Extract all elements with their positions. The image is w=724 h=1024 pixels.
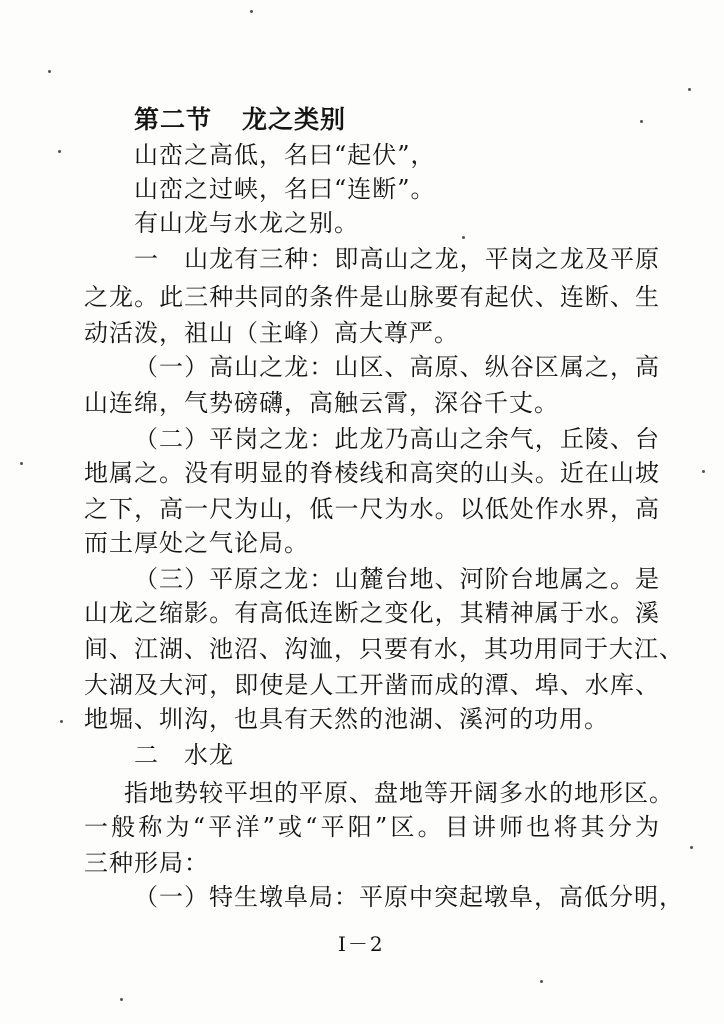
scan-speck — [120, 998, 123, 1001]
scan-speck — [690, 846, 693, 849]
scan-speck — [60, 720, 63, 723]
scan-speck — [20, 462, 23, 465]
section-heading — [134, 100, 346, 136]
text-line: 之龙。此三种共同的条件是山脉要有起伏、连断、生 — [84, 283, 660, 311]
text-line: 地堀、圳沟，也具有天然的池湖、溪河的功用。 — [84, 705, 609, 733]
text-line: 山峦之过峡，名曰“连断”。 — [134, 175, 436, 203]
text-line: 动活泼，祖山（主峰）高大尊严。 — [84, 319, 459, 347]
scan-speck — [462, 236, 465, 239]
text-line: 指地势较平坦的平原、盘地等开阔多水的地形区。 — [124, 779, 674, 807]
scan-speck — [58, 150, 61, 153]
text-line: 二 水龙 — [134, 741, 234, 769]
text-line: 而土厚处之气论局。 — [84, 529, 309, 557]
text-line: 间、江湖、池沼、沟洫，只要有水，其功用同于大江、 — [84, 635, 684, 663]
scan-speck — [640, 120, 643, 123]
text-line: 地属之。没有明显的脊棱线和高突的山头。近在山坡 — [84, 459, 660, 487]
scan-speck — [702, 470, 705, 473]
section-title: 龙之类别 — [242, 105, 347, 134]
scan-speck — [250, 10, 253, 13]
text-line: （二）平岗之龙：此龙乃高山之余气，丘陵、台 — [134, 425, 660, 453]
text-line: （三）平原之龙：山麓台地、河阶台地属之。是 — [134, 565, 660, 593]
text-line: 大湖及大河，即使是人工开凿而成的潭、埠、水库、 — [84, 671, 660, 699]
text-line: 山连绵，气势磅礴，高触云霄，深谷千丈。 — [84, 389, 559, 417]
text-line: 山龙之缩影。有高低连断之变化，其精神属于水。溪 — [84, 599, 660, 627]
text-line: 之下，高一尺为山，低一尺为水。以低处作水界，高 — [84, 495, 660, 523]
scan-speck — [688, 88, 691, 91]
text-line: 有山龙与水龙之别。 — [134, 209, 359, 237]
scan-speck — [540, 980, 543, 983]
section-number: 第二节 — [134, 105, 213, 134]
scan-speck — [48, 70, 51, 73]
text-line: 三种形局： — [84, 849, 209, 877]
text-line: （一）特生墩阜局：平原中突起墩阜，高低分明， — [134, 883, 684, 911]
text-line: 山峦之高低，名曰“起伏”， — [134, 141, 436, 169]
text-line: 一般称为“平洋”或“平阳”区。目讲师也将其分为 — [84, 813, 660, 841]
page-number: I－2 — [338, 932, 385, 956]
text-line: 一 山龙有三种：即高山之龙，平岗之龙及平原 — [134, 245, 660, 273]
text-line: （一）高山之龙：山区、高原、纵谷区属之，高 — [134, 353, 660, 381]
